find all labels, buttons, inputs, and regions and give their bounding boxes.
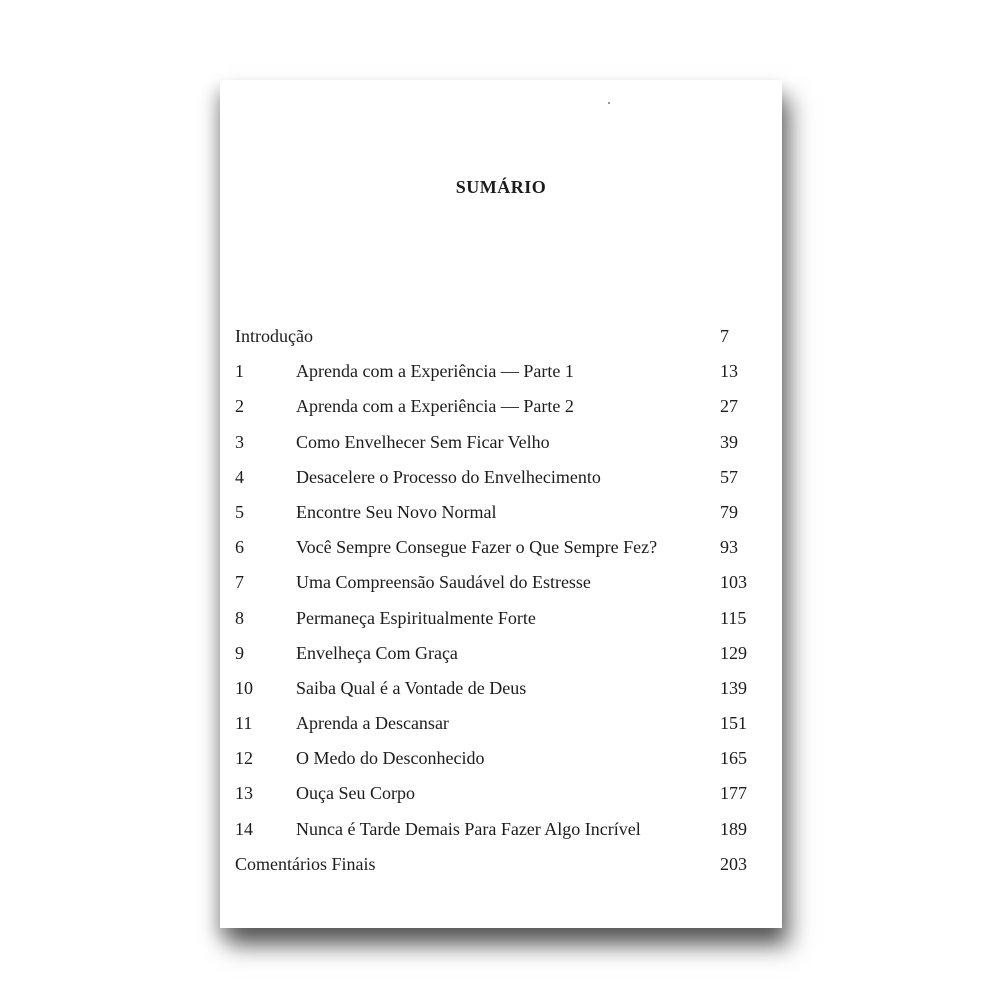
toc-row-chapter (220, 535, 782, 570)
toc-row-chapter (220, 606, 782, 641)
chapter-number: 11 (235, 713, 253, 734)
chapter-title: Encontre Seu Novo Normal (296, 501, 497, 522)
toc-row-chapter (220, 781, 782, 816)
chapter-title: Aprenda com a Experiência — Parte 1 (296, 361, 574, 382)
chapter-number: 8 (235, 607, 244, 628)
toc-page-number: 7 (720, 326, 729, 346)
table-of-contents (220, 324, 782, 887)
toc-row-chapter (220, 711, 782, 746)
chapter-title: Nunca é Tarde Demais Para Fazer Algo Incrível (296, 818, 641, 839)
toc-row-chapter (220, 394, 782, 429)
chapter-number: 9 (235, 642, 244, 663)
toc-row-chapter (220, 570, 782, 605)
toc-page-number: 27 (720, 396, 738, 417)
chapter-title: Aprenda com a Experiência — Parte 2 (296, 396, 574, 417)
chapter-title: Envelheça Com Graça (296, 642, 458, 663)
toc-page-number: 177 (720, 783, 747, 804)
toc-page-number: 139 (720, 677, 747, 698)
toc-page-number: 165 (720, 748, 747, 769)
chapter-number: 6 (235, 537, 244, 558)
toc-page-number: 93 (720, 537, 738, 558)
toc-entry-label: Introdução (235, 326, 313, 346)
toc-row-chapter (220, 817, 782, 852)
page-speck (608, 102, 610, 104)
book-page (220, 80, 782, 928)
chapter-title: Aprenda a Descansar (296, 713, 449, 734)
chapter-title: Uma Compreensão Saudável do Estresse (296, 572, 591, 593)
chapter-number: 13 (235, 783, 253, 804)
toc-page-number: 103 (720, 572, 747, 593)
toc-page-number: 57 (720, 466, 738, 487)
toc-page-number: 203 (720, 853, 747, 874)
chapter-number: 5 (235, 501, 244, 522)
page-title: SUMÁRIO (455, 177, 547, 197)
toc-entry-label: Comentários Finais (235, 853, 376, 874)
chapter-title: Saiba Qual é a Vontade de Deus (296, 677, 527, 698)
toc-row-introduction (220, 324, 782, 359)
chapter-number: 10 (235, 677, 253, 698)
chapter-number: 7 (235, 572, 244, 593)
chapter-title: Como Envelhecer Sem Ficar Velho (296, 431, 550, 452)
toc-row-chapter (220, 430, 782, 465)
toc-row-chapter (220, 465, 782, 500)
toc-page-number: 189 (720, 818, 747, 839)
toc-row-chapter (220, 746, 782, 781)
chapter-title: Você Sempre Consegue Fazer o Que Sempre Fez? (296, 537, 658, 558)
toc-page-number: 39 (720, 431, 738, 452)
toc-row-closing (220, 852, 782, 887)
chapter-title: O Medo do Desconhecido (296, 748, 485, 769)
toc-row-chapter (220, 641, 782, 676)
chapter-number: 4 (235, 466, 244, 487)
toc-page-number: 115 (720, 607, 747, 628)
toc-page-number: 151 (720, 713, 747, 734)
toc-row-chapter (220, 500, 782, 535)
toc-page-number: 129 (720, 642, 747, 663)
chapter-title: Ouça Seu Corpo (296, 783, 415, 804)
chapter-number: 3 (235, 431, 244, 452)
toc-row-chapter (220, 359, 782, 394)
chapter-title: Permaneça Espiritualmente Forte (296, 607, 536, 628)
chapter-number: 14 (235, 818, 253, 839)
toc-page-number: 13 (720, 361, 738, 382)
chapter-title: Desacelere o Processo do Envelhecimento (296, 466, 601, 487)
chapter-number: 2 (235, 396, 244, 417)
toc-row-chapter (220, 676, 782, 711)
chapter-number: 1 (235, 361, 244, 382)
chapter-number: 12 (235, 748, 253, 769)
toc-page-number: 79 (720, 501, 738, 522)
